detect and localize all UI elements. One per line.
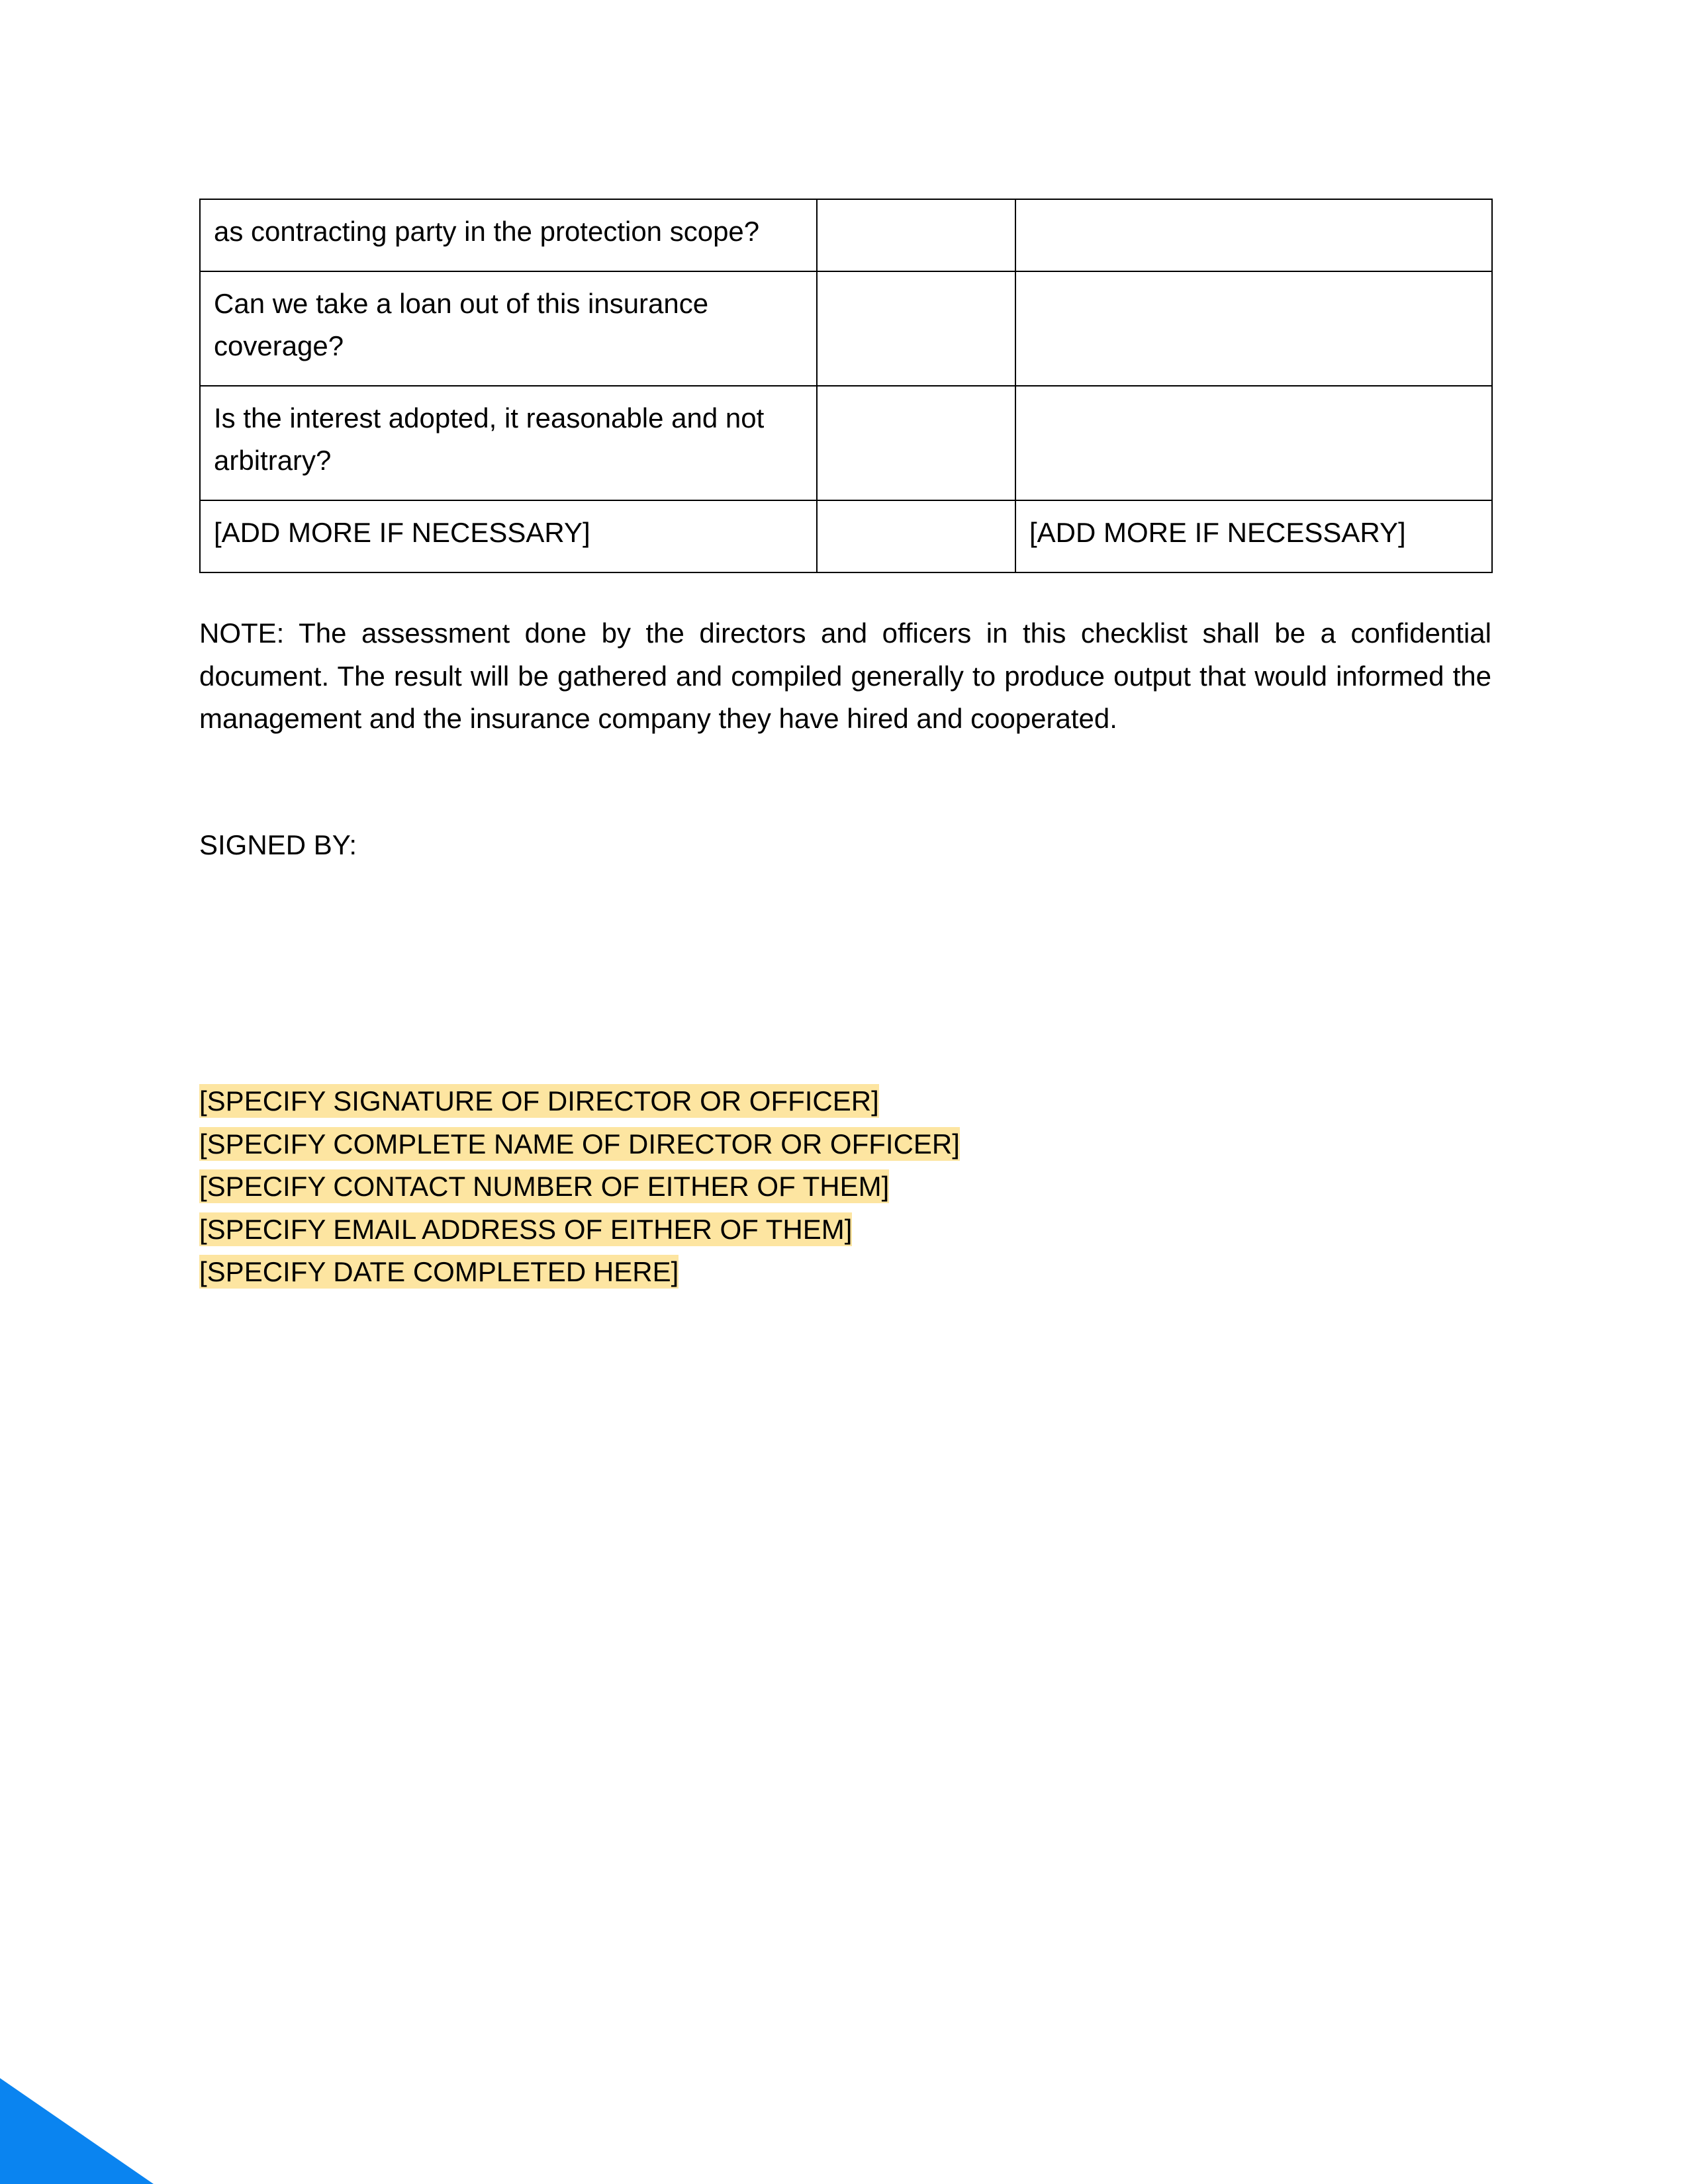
date-completed-field: [SPECIFY DATE COMPLETED HERE]	[199, 1256, 679, 1287]
answer-cell	[817, 199, 1015, 271]
question-cell: Is the interest adopted, it reasonable and not arbitrary?	[200, 386, 817, 500]
answer-cell	[817, 386, 1015, 500]
name-field: [SPECIFY COMPLETE NAME OF DIRECTOR OR OFFICER]	[199, 1128, 960, 1160]
corner-accent-triangle	[0, 2078, 154, 2184]
checklist-table	[199, 199, 1493, 573]
table-row	[200, 271, 1492, 386]
table-row	[200, 500, 1492, 572]
signature-block	[199, 1080, 960, 1294]
question-cell: as contracting party in the protection scope?	[200, 199, 817, 271]
answer-cell	[817, 500, 1015, 572]
signature-field: [SPECIFY SIGNATURE OF DIRECTOR OR OFFICER]	[199, 1085, 879, 1116]
question-cell: Can we take a loan out of this insurance coverage?	[200, 271, 817, 386]
remarks-cell	[1015, 386, 1492, 500]
remarks-cell	[1015, 199, 1492, 271]
remarks-cell: [ADD MORE IF NECESSARY]	[1015, 500, 1492, 572]
confidentiality-note: NOTE: The assessment done by the directors and officers in this checklist shall be a confidential document. The result will be gathered and compiled generally to produce output that would informed the management and the insurance company they have hired and cooperated.	[199, 617, 1491, 734]
email-address-field: [SPECIFY EMAIL ADDRESS OF EITHER OF THEM]	[199, 1213, 853, 1245]
table-row	[200, 199, 1492, 271]
answer-cell	[817, 271, 1015, 386]
contact-number-field: [SPECIFY CONTACT NUMBER OF EITHER OF THEM]	[199, 1171, 890, 1202]
question-cell: [ADD MORE IF NECESSARY]	[200, 500, 817, 572]
table-row	[200, 386, 1492, 500]
signed-by-label: SIGNED BY:	[199, 829, 357, 860]
remarks-cell	[1015, 271, 1492, 386]
